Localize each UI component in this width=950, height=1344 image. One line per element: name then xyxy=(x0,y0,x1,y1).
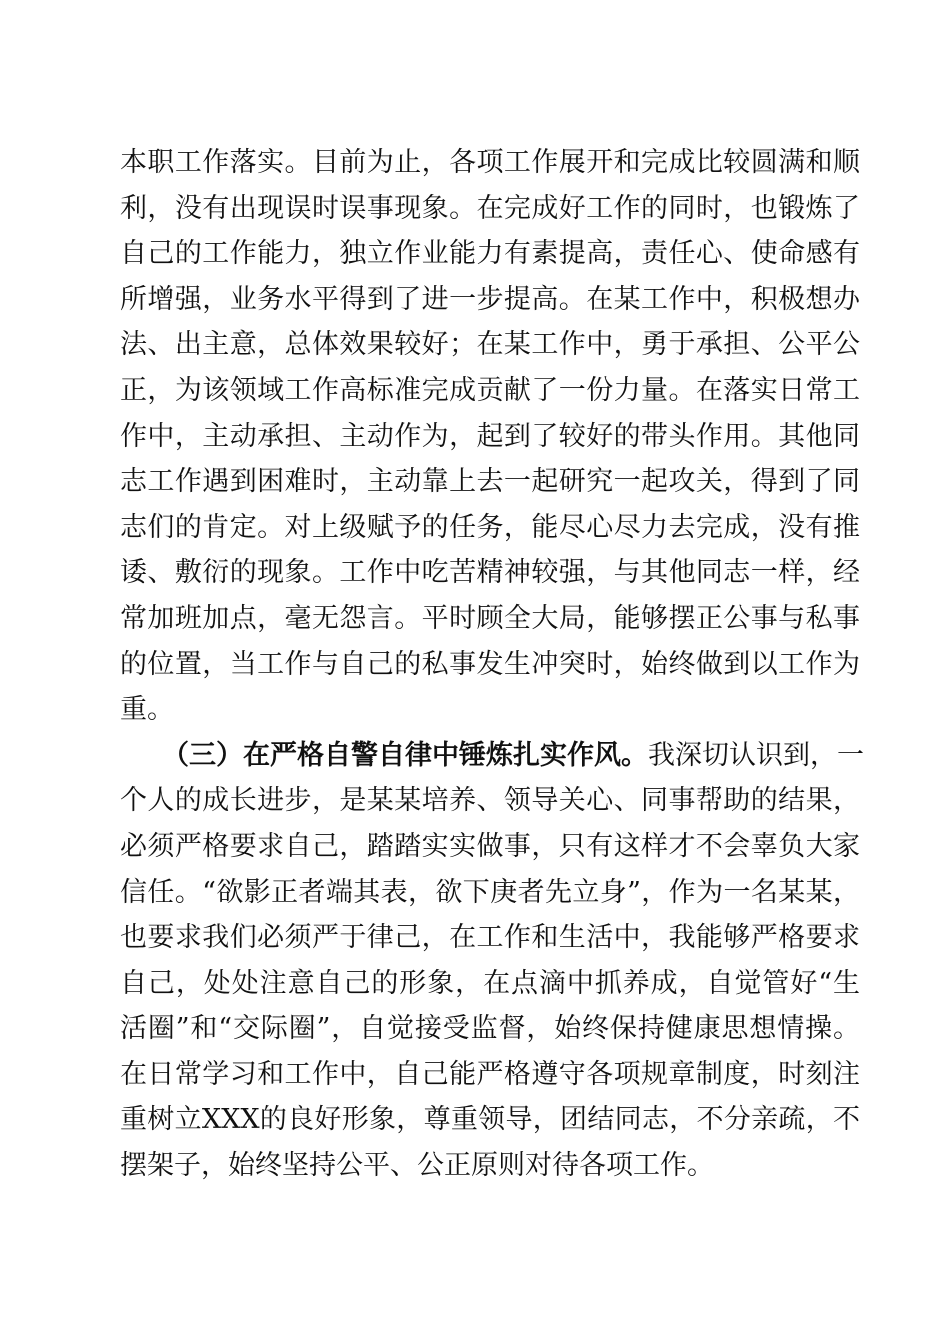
paragraph-work-performance xyxy=(120,140,860,733)
text-line: 常加班加点，毫无怨言。平时顾全大局，能够摆正公事与私事 xyxy=(120,602,860,634)
paragraph-first-line xyxy=(120,733,864,779)
text-line: 法、出主意，总体效果较好；在某工作中，勇于承担、公平公 xyxy=(120,329,860,361)
text-line: 重树立XXX的良好形象，尊重领导，团结同志，不分亲疏，不 xyxy=(120,1104,860,1136)
text-line: 自己的工作能力，独立作业能力有素提高，责任心、使命感有 xyxy=(120,238,860,270)
text-line: 志工作遇到困难时，主动靠上去一起研究一起攻关，得到了同 xyxy=(120,466,860,498)
text-line: 必须严格要求自己，踏踏实实做事，只有这样才不会辜负大家 xyxy=(120,830,860,862)
text-line: 利，没有出现误时误事现象。在完成好工作的同时，也锻炼了 xyxy=(120,192,860,224)
document-body xyxy=(120,140,864,1189)
text-line: 个人的成长进步，是某某培养、领导关心、同事帮助的结果， xyxy=(120,785,860,817)
text-line: 正，为该领域工作高标准完成贡献了一份力量。在落实日常工 xyxy=(120,374,860,406)
text-line: 志们的肯定。对上级赋予的任务，能尽心尽力去完成，没有推 xyxy=(120,511,860,543)
text-line-rest: 我深切认识到，一 xyxy=(648,739,864,771)
text-line: 本职工作落实。目前为止，各项工作展开和完成比较圆满和顺 xyxy=(120,147,860,178)
text-line: 的位置，当工作与自己的私事发生冲突时，始终做到以工作为 xyxy=(120,648,860,680)
text-line: 摆架子，始终坚持公平、公正原则对待各项工作。 xyxy=(120,1150,714,1182)
text-line: 在日常学习和工作中，自己能严格遵守各项规章制度，时刻注 xyxy=(120,1058,860,1090)
text-line: 也要求我们必须严于律己，在工作和生活中，我能够严格要求 xyxy=(120,922,860,954)
section-heading: （三）在严格自警自律中锤炼扎实作风。 xyxy=(162,739,648,771)
text-line: 所增强，业务水平得到了进一步提高。在某工作中，积极想办 xyxy=(120,283,860,315)
paragraph-work-style xyxy=(120,733,864,1189)
text-line: 重。 xyxy=(120,694,174,726)
text-line: 活圈”和“交际圈”，自觉接受监督，始终保持健康思想情操。 xyxy=(120,1013,860,1045)
text-line: 作中，主动承担、主动作为，起到了较好的带头作用。其他同 xyxy=(120,420,860,452)
text-line: 诿、敷衍的现象。工作中吃苦精神较强，与其他同志一样，经 xyxy=(120,557,860,589)
text-line: 信任。“欲影正者端其表，欲下庚者先立身”，作为一名某某， xyxy=(120,876,860,908)
text-line: 自己，处处注意自己的形象，在点滴中抓养成，自觉管好“生 xyxy=(120,967,860,999)
